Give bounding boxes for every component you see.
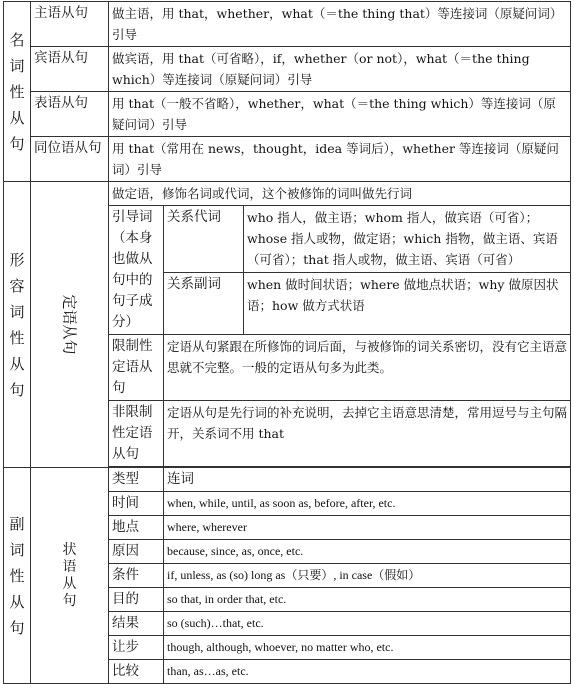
- adverbial-conj: if, unless, as (so) long as（只要）, in case（假如）: [167, 568, 421, 582]
- adverbial-type: 地点: [112, 519, 139, 535]
- adjective-clause-category: [4, 182, 31, 468]
- adverbial-type-cell: [109, 540, 164, 564]
- nonrestrictive-desc: 定语从句是先行词的补充说明，去掉它主语意思清楚，常用逗号与主句隔开，关系词不用 that: [167, 405, 568, 441]
- noun-clause-row: [4, 92, 571, 137]
- attributive-intro: 做定语，修饰名词或代词，这个被修饰的词叫做先行词: [112, 186, 413, 201]
- attributive-intro-row: [4, 182, 571, 206]
- adverbial-conj-cell: [164, 660, 571, 684]
- adverbial-conj: so that, in order that, etc.: [167, 592, 287, 606]
- adverbial-conj: where, wherever: [167, 520, 247, 534]
- adverbial-type-cell: [109, 564, 164, 588]
- clause-type-cell: [31, 47, 109, 92]
- adverbial-type: 时间: [112, 495, 139, 511]
- clause-type-label: 表语从句: [34, 95, 88, 111]
- adverbial-conj-cell: [164, 564, 571, 588]
- noun-clause-category: [4, 2, 31, 182]
- guide-word-label: 引导词（本身也做从句中的句子成分）: [112, 209, 153, 330]
- restrictive-desc-cell: [164, 335, 571, 401]
- relative-adverb-desc-cell: [244, 272, 571, 334]
- adverbial-header-conj: [164, 468, 571, 492]
- adjective-clause-category-label: [4, 247, 30, 403]
- clause-type-label: 主语从句: [34, 5, 88, 21]
- adverbial-header-row: [4, 468, 571, 492]
- adverbial-type: 原因: [112, 543, 139, 559]
- clause-desc-cell: [109, 137, 571, 182]
- adverbial-conj-cell: [164, 492, 571, 516]
- adverbial-conj-cell: [164, 540, 571, 564]
- clause-desc: 做主语，用 that，whether，what（＝the thing that）等连接词（原疑问词）引导: [112, 6, 563, 42]
- noun-clause-row: [4, 137, 571, 182]
- clause-desc: 用 that（一般不省略），whether，what（＝the thing which）等连接词（原疑问词）引导: [112, 96, 556, 132]
- clause-desc: 做宾语，用 that（可省略），if，whether（or not），what（＝the thing which）等连接词（原疑问词）引导: [112, 51, 530, 87]
- stacked-char: 容: [9, 276, 25, 295]
- relative-adverb-label: 关系副词: [167, 275, 221, 292]
- clause-desc: 用 that（常用在 news，thought，idea 等词后），whether 等连接词（原疑问词）引导: [112, 141, 559, 177]
- adverbial-type-cell: [109, 612, 164, 636]
- clause-desc-cell: [109, 92, 571, 137]
- header-type-label: 类型: [112, 471, 139, 487]
- stacked-char: 形: [9, 250, 25, 269]
- adverbial-type-cell: [109, 636, 164, 660]
- stacked-char: 词: [9, 56, 25, 75]
- attributive-clause-label: 定语从句: [60, 294, 79, 355]
- adverbial-type-cell: [109, 516, 164, 540]
- stacked-char: 从: [9, 108, 25, 127]
- adverbial-conj: when, while, until, as soon as, before, after, etc.: [167, 496, 396, 510]
- relative-pronoun-desc-cell: [244, 206, 571, 273]
- stacked-char: 副: [9, 514, 25, 533]
- adverbial-type: 比较: [112, 663, 139, 679]
- adverbial-conj-cell: [164, 636, 571, 660]
- stacked-char: 语: [62, 558, 77, 575]
- stacked-char: 从: [9, 592, 25, 611]
- adverbial-clause-label: [31, 542, 108, 610]
- adverbial-conj-cell: [164, 516, 571, 540]
- stacked-char: 名: [9, 30, 25, 49]
- stacked-char: 性: [9, 328, 25, 347]
- adverbial-type: 结果: [112, 615, 139, 631]
- stacked-char: 句: [9, 134, 25, 153]
- nonrestrictive-label: 非限制性定语从句: [112, 404, 153, 462]
- adverb-clause-category-label: [4, 511, 30, 641]
- adverbial-conj: than, as…as, etc.: [167, 664, 249, 678]
- stacked-char: 性: [9, 82, 25, 101]
- restrictive-label: 限制性定语从句: [112, 338, 153, 396]
- restrictive-label-cell: [109, 335, 164, 401]
- nonrestrictive-label-cell: [109, 401, 164, 467]
- clause-type-cell: [31, 92, 109, 137]
- noun-clause-row: [4, 47, 571, 92]
- adverbial-type: 目的: [112, 591, 139, 607]
- adverb-clause-category: [4, 468, 31, 684]
- grammar-clause-table: [3, 1, 571, 684]
- adverbial-conj: so (such)…that, etc.: [167, 616, 264, 630]
- clause-type-label: 同位语从句: [34, 140, 102, 156]
- noun-clause-row: [4, 2, 571, 47]
- clause-type-label: 宾语从句: [34, 50, 88, 66]
- relative-pronoun-label: 关系代词: [167, 209, 221, 225]
- adverbial-clause-subcategory: [31, 468, 109, 684]
- attributive-intro-cell: [109, 182, 571, 206]
- adverbial-type-cell: [109, 492, 164, 516]
- clause-desc-cell: [109, 47, 571, 92]
- attributive-clause-subcategory: [31, 182, 109, 468]
- stacked-char: 从: [9, 354, 25, 373]
- header-conj-label: 连词: [167, 471, 194, 487]
- stacked-char: 词: [9, 302, 25, 321]
- adverbial-conj-cell: [164, 588, 571, 612]
- stacked-char: 状: [62, 541, 77, 558]
- clause-desc-cell: [109, 2, 571, 47]
- adverbial-conj: because, since, as, once, etc.: [167, 544, 304, 558]
- stacked-char: 词: [9, 540, 25, 559]
- clause-type-cell: [31, 137, 109, 182]
- adverbial-conj-cell: [164, 612, 571, 636]
- stacked-char: 性: [9, 566, 25, 585]
- stacked-char: 从: [62, 575, 77, 592]
- relative-pronoun-desc: who 指人，做主语；whom 指人，做宾语（可省）；whose 指人或物，做定语；which 指物，做主语、宾语（可省）；that 指人或物，做主语、宾语（可省）: [247, 210, 558, 267]
- guide-word-cell: [109, 206, 164, 335]
- adverbial-header-type: [109, 468, 164, 492]
- nonrestrictive-desc-cell: [164, 401, 571, 467]
- noun-clause-category-label: [4, 27, 30, 157]
- adverbial-type-cell: [109, 660, 164, 684]
- adverbial-conj: though, although, whoever, no matter who, etc.: [167, 640, 394, 654]
- adverbial-type-cell: [109, 588, 164, 612]
- stacked-char: 句: [62, 592, 77, 609]
- relative-adverb-desc: when 做时间状语；where 做地点状语；why 做原因状语；how 做方式状语: [247, 276, 559, 313]
- stacked-char: 句: [9, 380, 25, 399]
- relative-pronoun-label-cell: [164, 206, 244, 273]
- adverbial-type: 让步: [112, 639, 139, 655]
- clause-type-cell: [31, 2, 109, 47]
- stacked-char: 句: [9, 618, 25, 637]
- restrictive-desc: 定语从句紧跟在所修饰的词后面，与被修饰的词关系密切，没有它主语意思就不完整。一般的定语从句多为此类。: [167, 339, 568, 375]
- adverbial-type: 条件: [112, 567, 139, 583]
- relative-adverb-label-cell: [164, 272, 244, 334]
